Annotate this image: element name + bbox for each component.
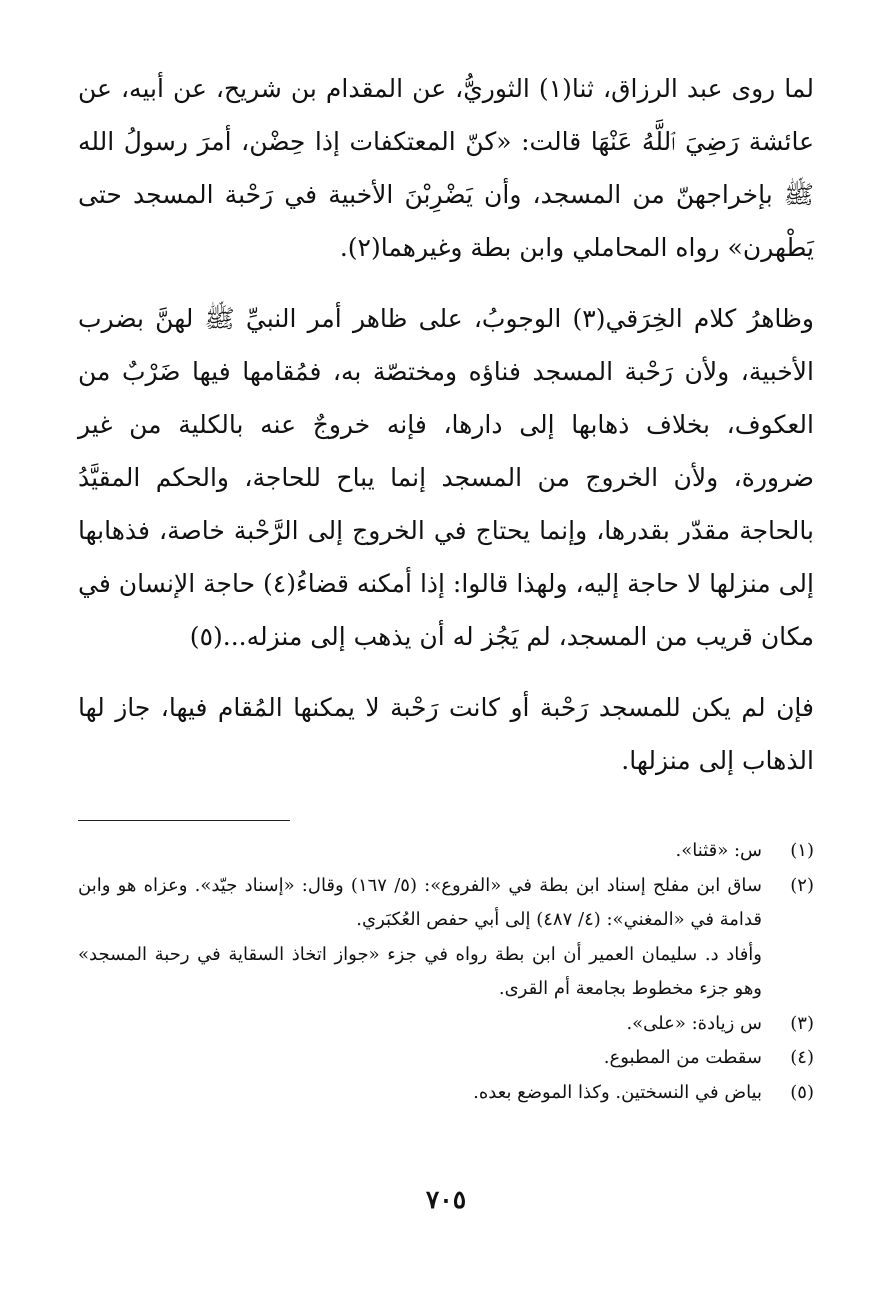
paragraph: وظاهرُ كلام الخِرَقي(٣) الوجوبُ، على ظاهر أمر النبيِّ ﷺ لهنَّ بضرب الأخبية، ولأن رَحْبة المسجد فناؤه ومختصّة به، فمُقامها فيها ضَرْبٌ من العكوف، بخلاف ذهابها إلى دارها، فإنه خروجٌ عنه بالكلية من غير ضرورة، ولأن الخروج من المسجد إنما يباح للحاجة، والحكم المقيَّدُ بالحاجة مقدّر بقدرها، وإنما يحتاج في الخروج إلى الرَّحْبة خاصة، فذهابها إلى منزلها لا حاجة إليه، ولهذا قالوا: إذا أمكنه قضاءُ(٤) حاجة الإنسان في مكان قريب من المسجد، لم يَجُز له أن يذهب إلى منزله...(٥) (78, 304, 814, 651)
paragraph: فإن لم يكن للمسجد رَحْبة أو كانت رَحْبة لا يمكنها المُقام فيها، جاز لها الذهاب إلى منزلها. (78, 693, 814, 775)
footnote-2 (78, 869, 814, 938)
footnotes (78, 834, 814, 1110)
footnote-separator (78, 820, 290, 821)
footnote-1 (78, 834, 814, 869)
footnote-3 (78, 1007, 814, 1042)
footnote-number: (٤) (790, 1047, 814, 1068)
footnote-text: بياض في النسختين. وكذا الموضع بعده. (473, 1081, 762, 1103)
footnote-number: (٥) (790, 1081, 814, 1103)
footnote-text: ساق ابن مفلح إسناد ابن بطة في «الفروع»: (٥/ ١٦٧) وقال: «إسناد جيّد». وعزاه هو وابن قدامة في «المغني»: (٤/ ٤٨٧) إلى أبي حفص العُكبَري. (78, 874, 763, 930)
footnote-4 (78, 1041, 814, 1076)
paragraph: لما روى عبد الرزاق، ثنا(١) الثوريُّ، عن المقدام بن شريح، عن أبيه، عن عائشة رَضِيَ ٱللَّهُ عَنْهَا قالت: «كنّ المعتكفات إذا حِضْن، أمرَ رسولُ الله ﷺ بإخراجهنّ من المسجد، وأن يَضْرِبْنَ الأخبية في رَحْبة المسجد حتى يَطْهرن» رواه المحاملي وابن بطة وغيرهما(٢). (78, 74, 814, 262)
footnote-text: س زيادة: «على». (626, 1012, 762, 1034)
footnote-number: (٢) (790, 874, 814, 896)
footnote-text: سقطت من المطبوع. (603, 1047, 762, 1068)
footnote-number: (١) (790, 840, 814, 861)
footnote-number: (٣) (790, 1012, 814, 1034)
footnote-2-continuation: وأفاد د. سليمان العمير أن ابن بطة رواه في جزء «جواز اتخاذ السقاية في رحبة المسجد» وهو جزء مخطوط بجامعة أم القرى. (78, 943, 762, 999)
main-text (78, 62, 814, 787)
footnote-text: س: «قثنا». (675, 840, 762, 861)
page-number: ٧٠٥ (425, 1185, 467, 1214)
page-body (78, 62, 814, 805)
footnote-5 (78, 1076, 814, 1111)
